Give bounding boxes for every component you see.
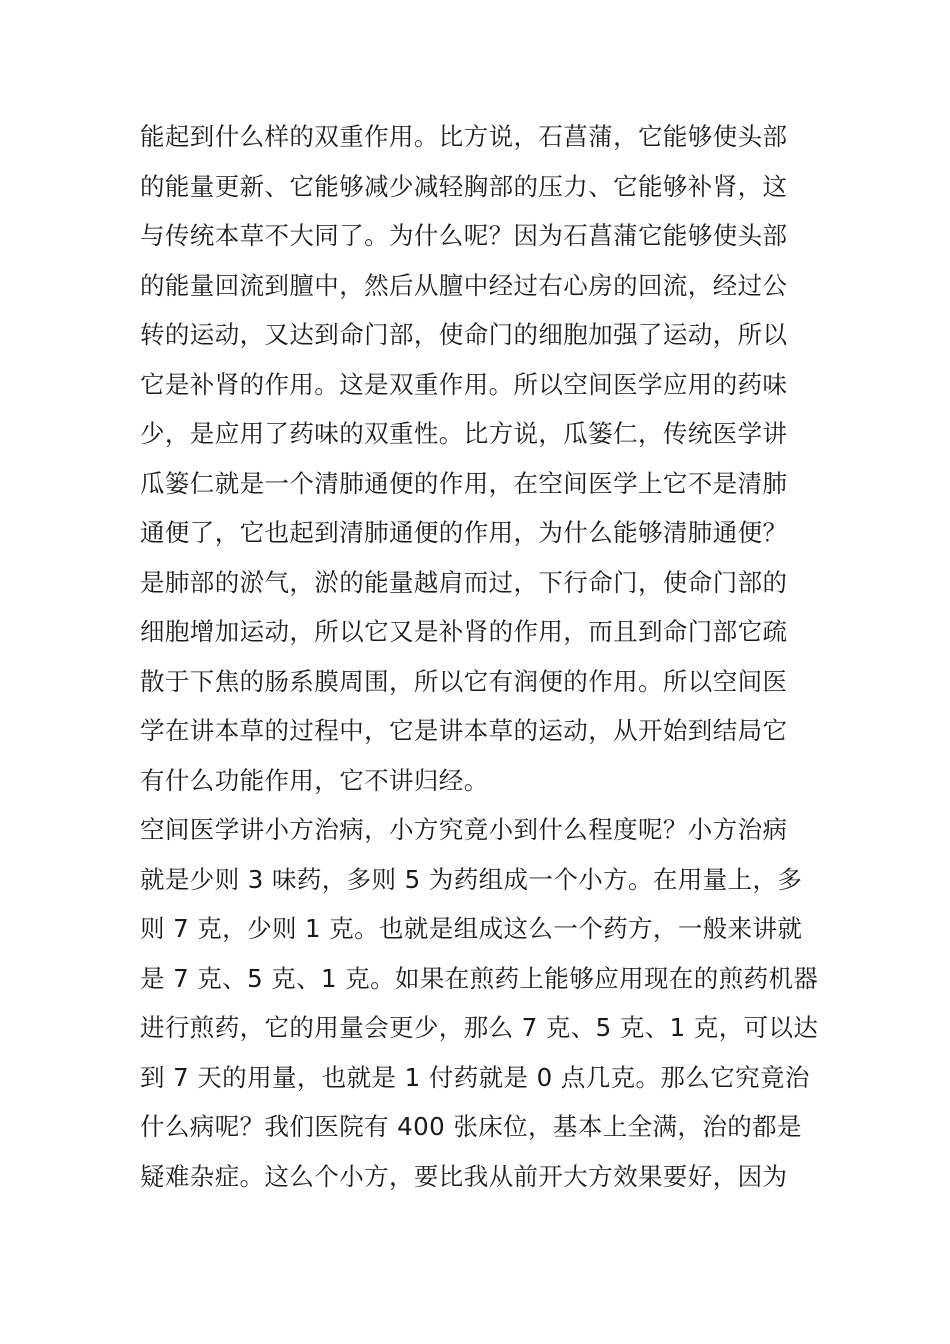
text-line: 它是补肾的作用。这是双重作用。所以空间医学应用的药味: [140, 369, 788, 399]
text-line: 的能量回流到膻中，然后从膻中经过右心房的回流，经过公: [140, 270, 788, 300]
text-line: 散于下焦的肠系膜周围，所以它有润便的作用。所以空间医: [140, 666, 788, 696]
text-line: 瓜篓仁就是一个清肺通便的作用，在空间医学上它不是清肺: [140, 468, 788, 498]
text-line: 到 7 天的用量，也就是 1 付药就是 0 点几克。那么它究竟治: [140, 1062, 810, 1092]
text-line: 疑难杂症。这么个小方，要比我从前开大方效果要好，因为: [140, 1161, 788, 1191]
text-line: 能起到什么样的双重作用。比方说，石菖蒲，它能够使头部: [140, 122, 788, 151]
document-body: [140, 112, 830, 1201]
text-line: 与传统本草不大同了。为什么呢？因为石菖蒲它能够使头部: [140, 221, 788, 250]
text-line: 什么病呢？我们医院有 400 张床位，基本上全满，治的都是: [140, 1112, 802, 1141]
text-line: 是肺部的淤气，淤的能量越肩而过，下行命门，使命门部的: [140, 567, 788, 597]
text-line: 进行煎药，它的用量会更少，那么 7 克、5 克、1 克，可以达: [140, 1013, 819, 1042]
text-line: 空间医学讲小方治病，小方究竟小到什么程度呢？小方治病: [140, 815, 788, 844]
text-line: 细胞增加运动，所以它又是补肾的作用，而且到命门部它疏: [140, 617, 788, 646]
text-line: 转的运动，又达到命门部，使命门的细胞加强了运动，所以: [140, 320, 788, 349]
text-line: 是 7 克、5 克、1 克。如果在煎药上能够应用现在的煎药机器: [140, 963, 819, 993]
text-line: 少，是应用了药味的双重性。比方说，瓜篓仁，传统医学讲: [140, 419, 788, 448]
text-line: 则 7 克，少则 1 克。也就是组成这么一个药方，一般来讲就: [140, 914, 803, 943]
text-line: 有什么功能作用，它不讲归经。: [140, 765, 489, 795]
text-line: 就是少则 3 味药，多则 5 为药组成一个小方。在用量上，多: [140, 864, 803, 894]
text-line: 学在讲本草的过程中，它是讲本草的运动，从开始到结局它: [140, 716, 788, 745]
text-line: 的能量更新、它能够减少减轻胸部的压力、它能够补肾，这: [140, 171, 788, 201]
text-line: 通便了，它也起到清肺通便的作用，为什么能够清肺通便？: [140, 518, 788, 547]
